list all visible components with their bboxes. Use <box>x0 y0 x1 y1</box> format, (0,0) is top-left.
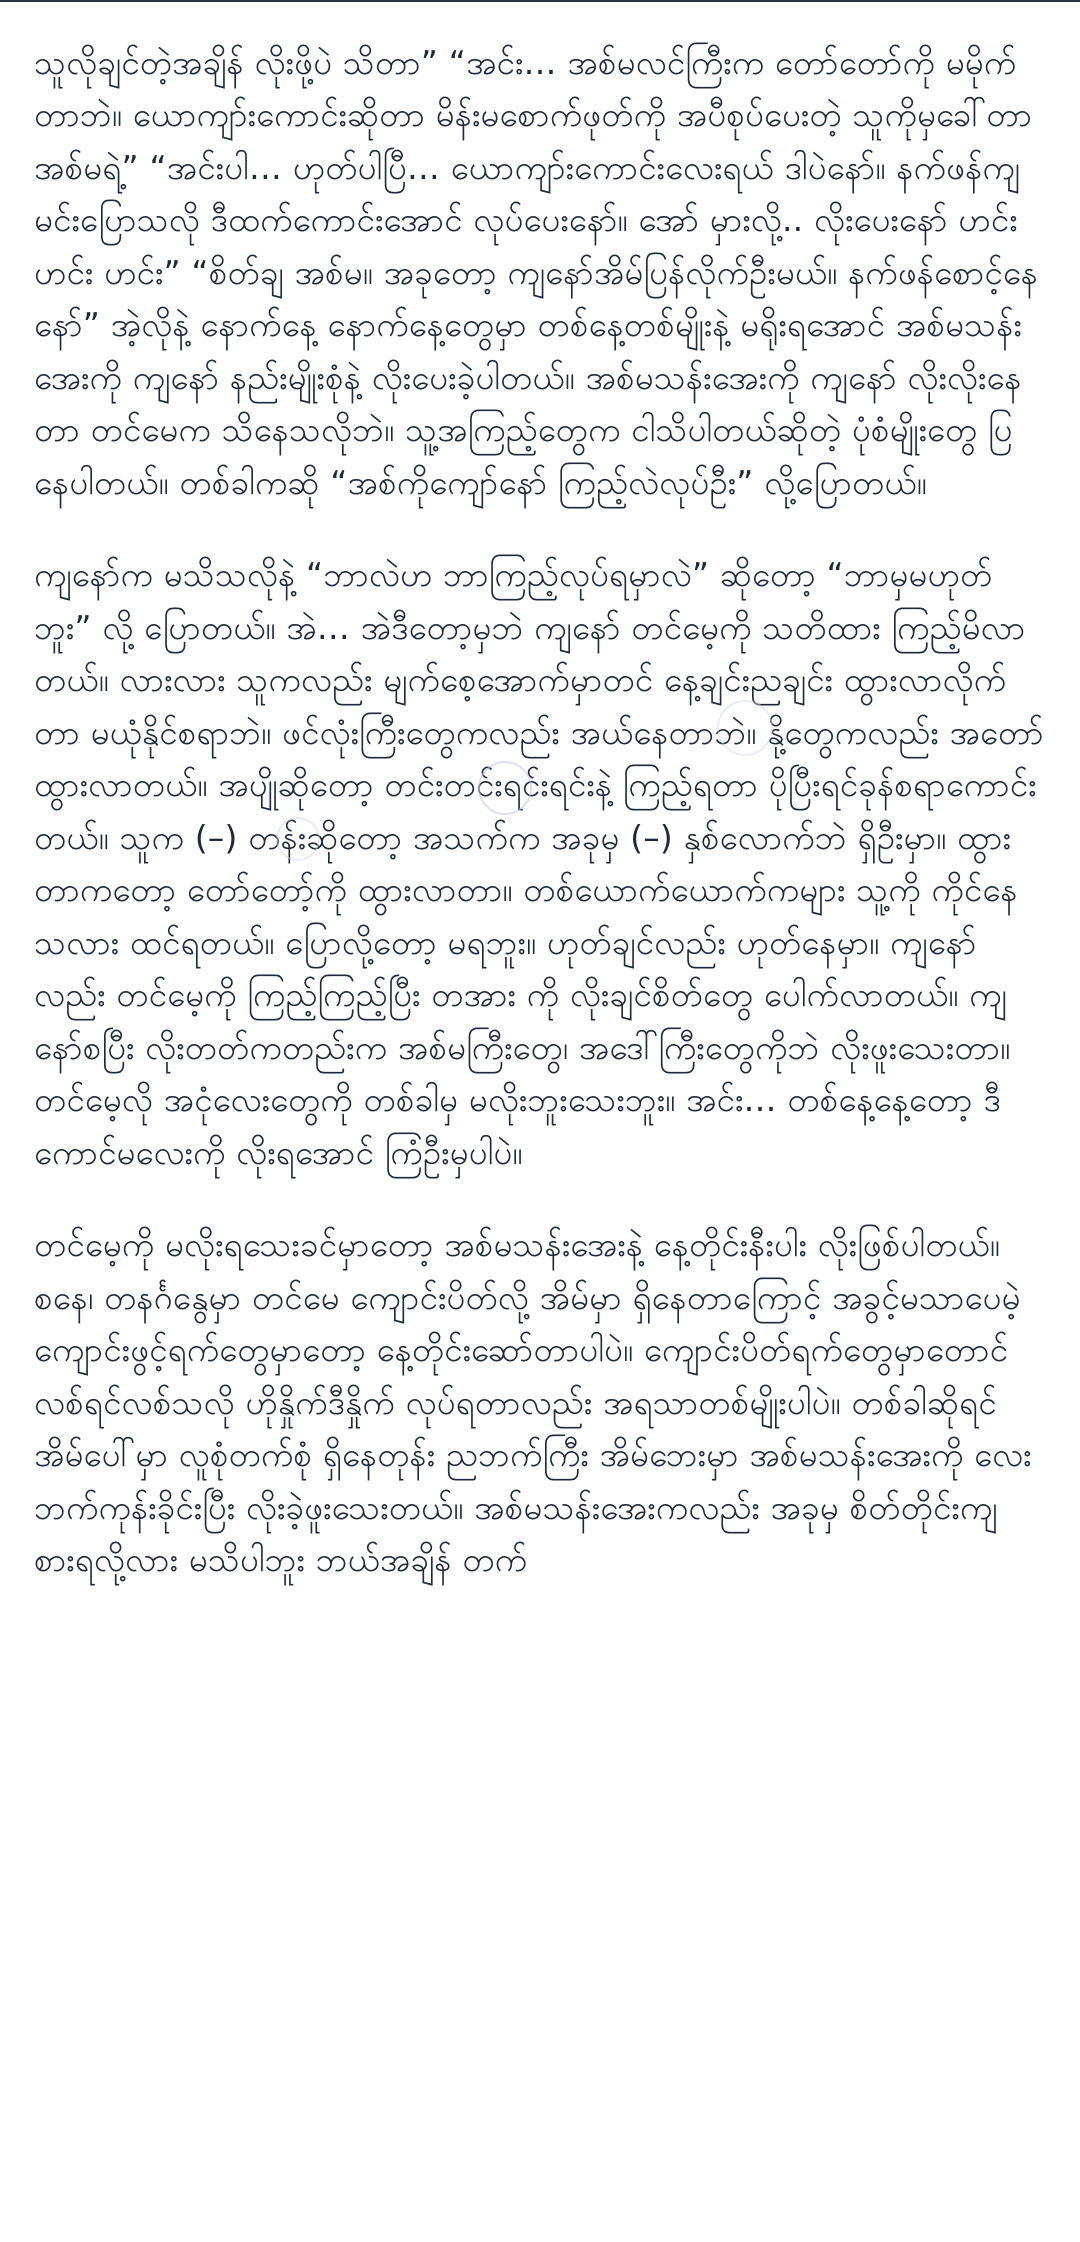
touch-feedback-ring <box>478 761 532 815</box>
story-paragraph-4: တင်မေ့ကို မလိုးရသေးခင်မှာတော့ အစ်မသန်းအေးနဲ့ နေ့တိုင်းနီးပါး လိုးဖြစ်ပါတယ်။ စနေ၊ တနင်္ဂနွေမှာ တင်မေ ကျောင်းပိတ်လို့ အိမ်မှာ ရှိနေတာကြောင့် အခွင့်မသာပေမဲ့ ကျောင်းဖွင့်ရက်တွေမှာတော့ နေ့တိုင်းဆော်တာပါပဲ။ ကျောင်းပိတ်ရက်တွေမှာတောင် လစ်ရင်လစ်သလို ဟိုနှိုက်ဒီနှိုက် လုပ်ရတာလည်း အရသာတစ်မျိုးပါပဲ။ တစ်ခါဆိုရင် အိမ်ပေါ်မှာ လူစုံတက်စုံ ရှိနေတုန်း ညဘက်ကြီး အိမ်ဘေးမှာ အစ်မသန်းအေးကို လေးဘက်ကုန်းခိုင်းပြီး လိုးခဲ့ဖူးသေးတယ်။ အစ်မသန်းအေးကလည်း အခုမှ စိတ်တိုင်းကျ စားရလို့လား မသိပါဘူး ဘယ်အချိန် တက် <box>34 1225 1032 1579</box>
story-article[interactable] <box>34 0 1044 1627</box>
story-paragraph-2: သူလိုချင်တဲ့အချိန် လိုးဖို့ပဲ သိတာ” “အင်း… အစ်မလင်ကြီးက တော်တော်ကို မမိုက်တာဘဲ။ ယောကျာ်းကောင်းဆိုတာ မိန်းမစောက်ဖုတ်ကို အပီစုပ်ပေးတဲ့ သူကိုမှခေါ်တာ အစ်မရဲ့” “အင်းပါ… ဟုတ်ပါပြီ… ယောကျာ်းကောင်းလေးရယ် ဒါပဲနော်။ နက်ဖန်ကျ မင်းပြောသလို ဒီထက်ကောင်းအောင် လုပ်ပေးနော်။ အော် မှားလို့.. လိုးပေးနော် ဟင်း ဟင်း ဟင်း” “စိတ်ချ အစ်မ။ အခုတော့ ကျနော်အိမ်ပြန်လိုက်ဦးမယ်။ နက်ဖန်စောင့်နေနော်” အဲ့လိုနဲ့ နောက်နေ့ နောက်နေ့တွေမှာ တစ်နေ့တစ်မျိုးနဲ့ မရိုးရအောင် အစ်မသန်းအေးကို ကျနော် နည်းမျိုးစုံနဲ့ လိုးပေးခဲ့ပါတယ်။ အစ်မသန်းအေးကို ကျနော် လိုးလိုးနေတာ တင်မေက သိနေသလိုဘဲ။ သူ့အကြည့်တွေက ငါသိပါတယ်ဆိုတဲ့ ပုံစံမျိုးတွေ ပြနေပါတယ်။ တစ်ခါကဆို “အစ်ကိုကျော်နော် ကြည့်လဲလုပ်ဦး” လို့ပြောတယ်။ <box>34 42 1039 502</box>
touch-feedback-ring <box>276 817 320 861</box>
touch-feedback-ring <box>717 700 773 756</box>
story-paragraph-3: ကျနော်က မသိသလိုနဲ့ “ဘာလဲဟ ဘာကြည့်လုပ်ရမှာလဲ” ဆိုတော့ “ဘာမှမဟုတ်ဘူး” လို့ ပြောတယ်။ အဲ… အဲဒီတော့မှဘဲ ကျနော် တင်မေ့ကို သတိထား ကြည့်မိလာတယ်။ လားလား သူကလည်း မျက်စေ့အောက်မှာတင် နေ့ချင်းညချင်း ထွားလာလိုက်တာ မယုံနိုင်စရာဘဲ။ ဖင်လုံးကြီးတွေကလည်း အယ်နေတာဘဲ။ နို့တွေကလည်း အတော် ထွားလာတယ်။ အပျိုဆိုတော့ တင်းတင်းရင်းရင်းနဲ့ ကြည့်ရတာ ပိုပြီးရင်ခုန်စရာကောင်းတယ်။ သူက (–) တန်းဆိုတော့ အသက်က အခုမှ (–) နှစ်လောက်ဘဲ ရှိဦးမှာ။ ထွားတာကတော့ တော်တော့်ကို ထွားလာတာ။ တစ်ယောက်ယောက်ကများ သူ့ကို ကိုင်နေသလား ထင်ရတယ်။ ပြောလို့တော့ မရဘူး။ ဟုတ်ချင်လည်း ဟုတ်နေမှာ။ ကျနော်လည်း တင်မေ့ကို ကြည့်ကြည့်ပြီး တအား ကို လိုးချင်စိတ်တွေ ပေါက်လာတယ်။ ကျနော်စပြီး လိုးတတ်ကတည်းက အစ်မကြီးတွေ၊ အဒေါ်ကြီးတွေကိုဘဲ လိုးဖူးသေးတာ။ တင်မေ့လို အငုံလေးတွေကို တစ်ခါမှ မလိုးဘူးသေးဘူး။ အင်း… တစ်နေ့နေ့တော့ ဒီကောင်မလေးကို လိုးရအောင် ကြံဦးမှပါပဲ။ <box>34 555 1044 1172</box>
